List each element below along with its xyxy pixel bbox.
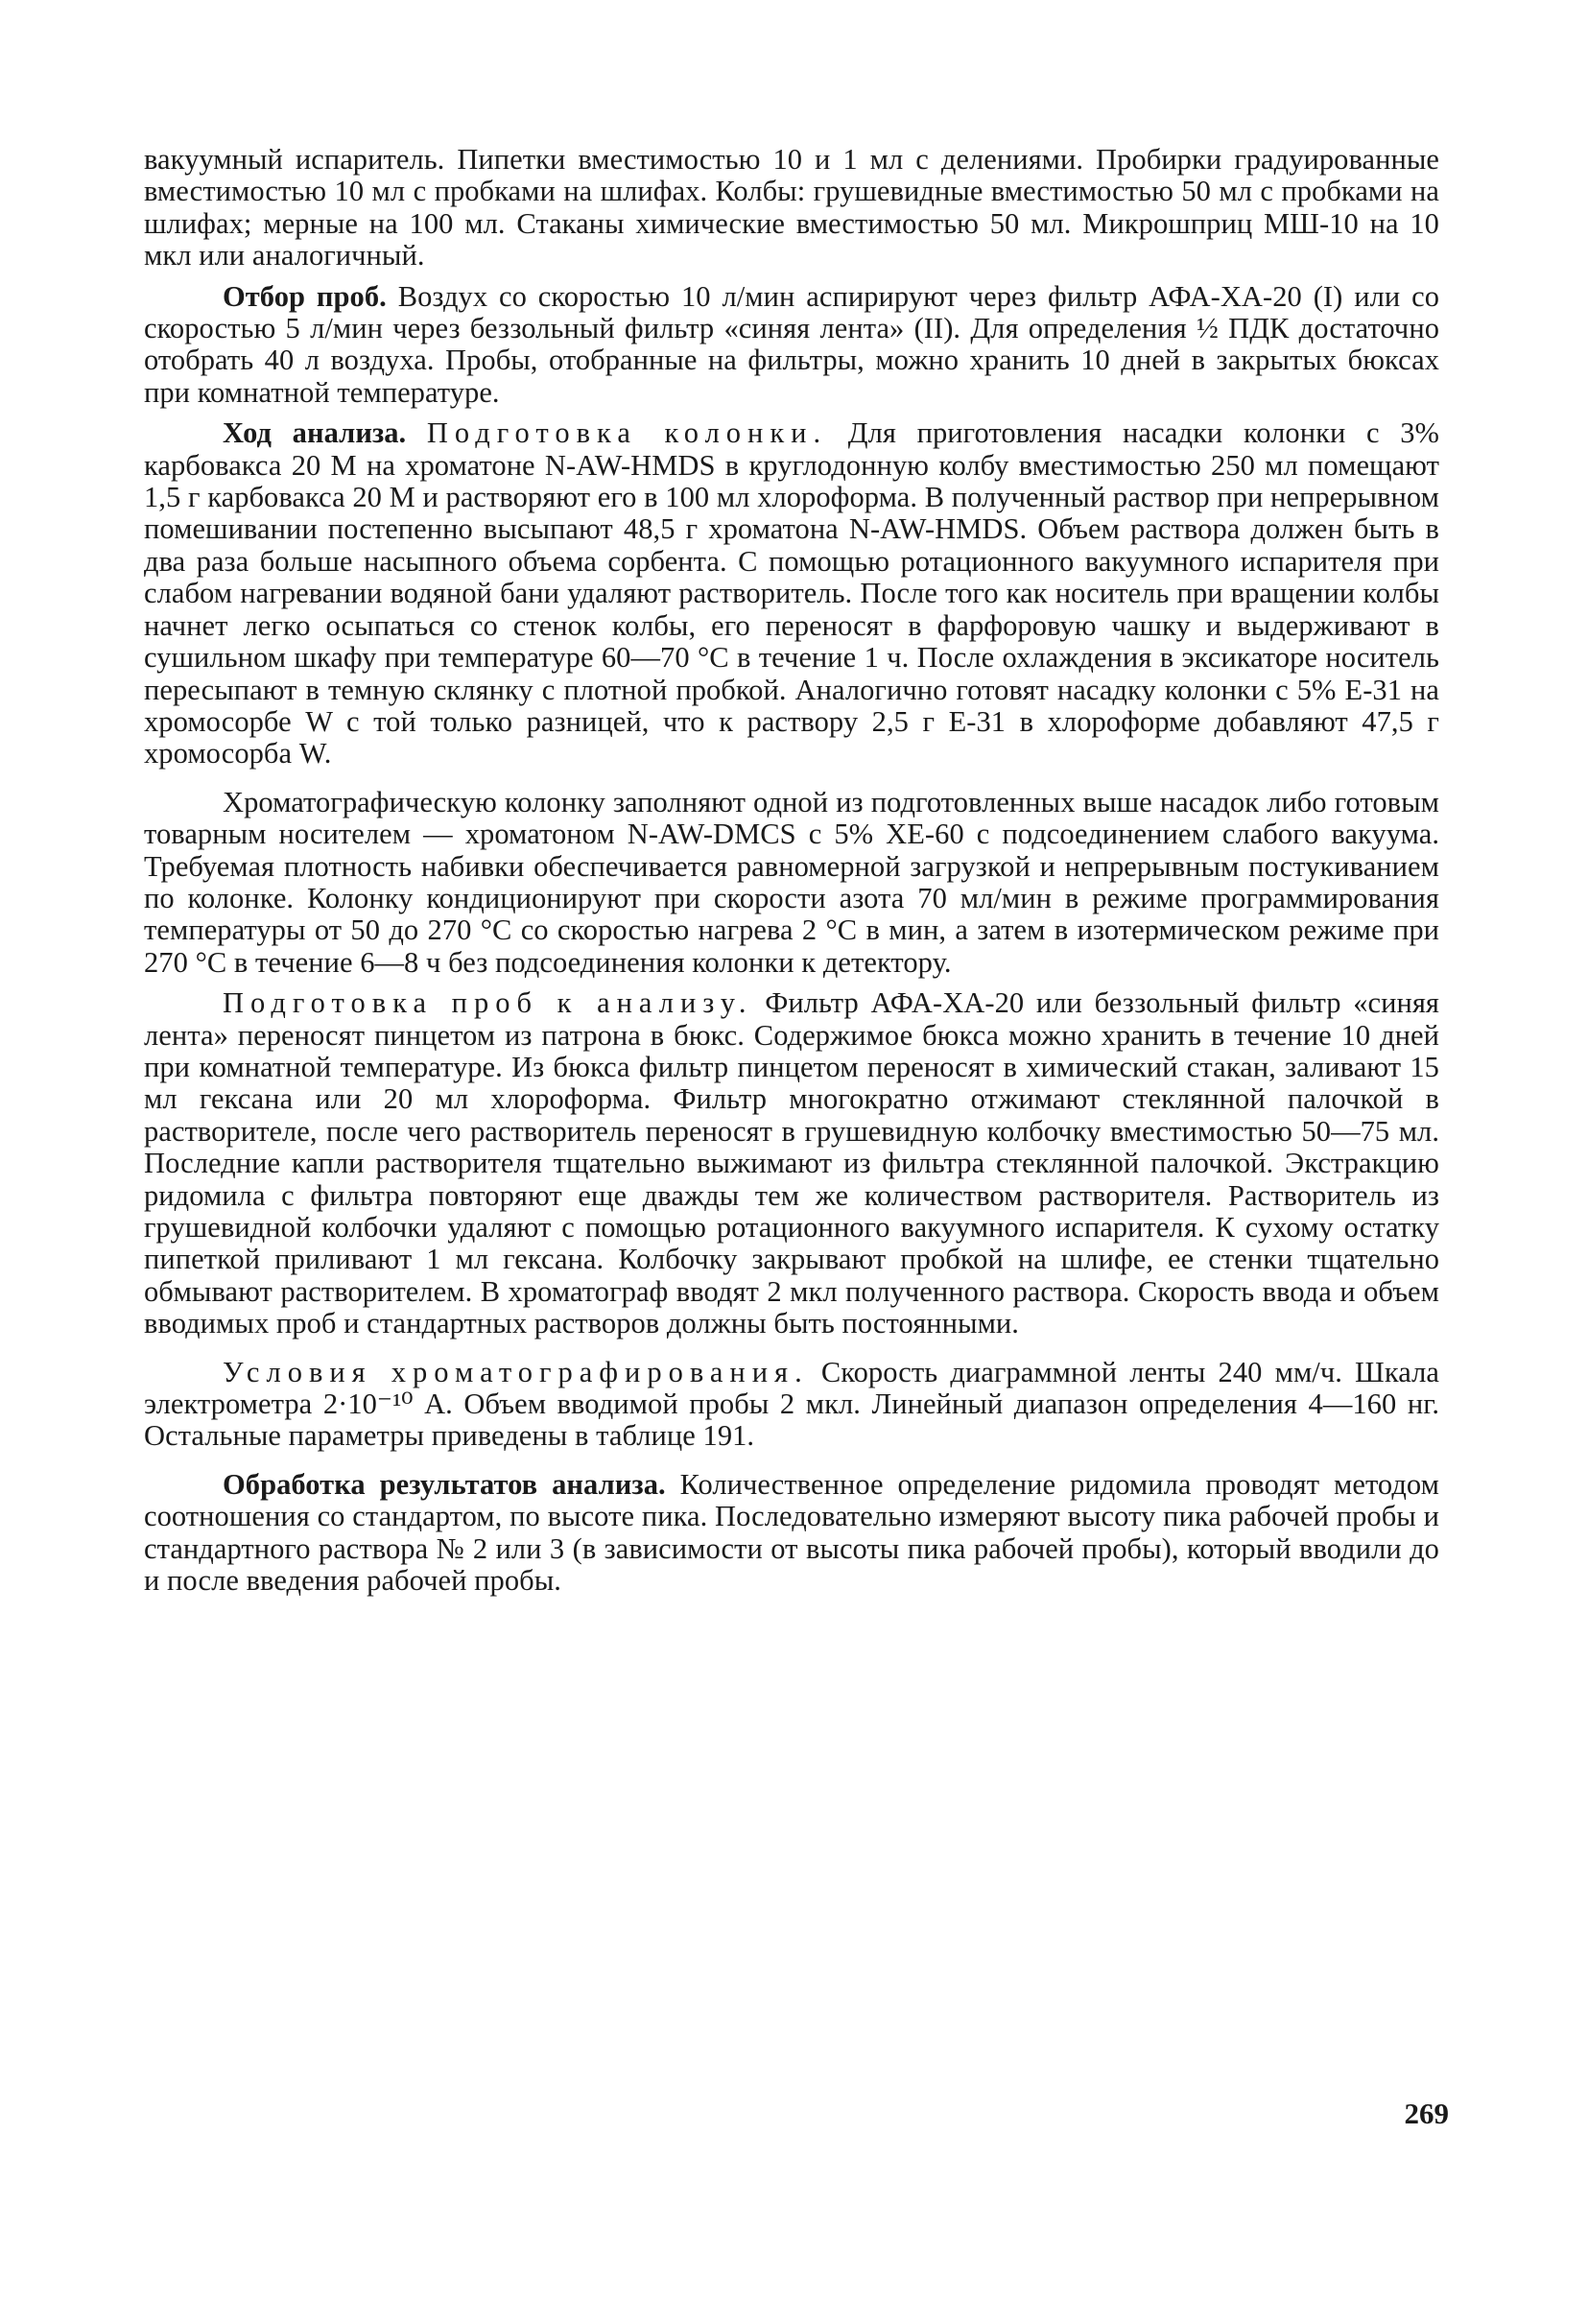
results-heading: Обработка результатов анализа.: [223, 1467, 666, 1501]
analysis-heading: Ход анализа.: [223, 416, 407, 450]
sampling-text: Воздух со скоростью 10 л/мин аспирируют через фильтр АФА-ХА-20 (I) или со скоростью 5 л/мин через беззольный фильтр «синяя лента» (II). Для определения ½ ПДК достаточно отобрать 40 л воздуха. Пробы, отобранные на фильтры, можно хранить 10 дней в закрытых бюксах при комнатной температуре.: [144, 279, 1439, 409]
paragraph-results-processing: [144, 1469, 1439, 1598]
paragraph-column-preparation: [144, 417, 1439, 770]
equipment-text: вакуумный испаритель. Пипетки вместимостью 10 и 1 мл с делениями. Пробирки градуированные вместимостью 10 мл с пробками на шлифах. Колбы: грушевидные вместимостью 50 мл с пробками на шлифах; мерные на 100 мл. Стаканы химические вместимостью 50 мл. Микрошприц МШ-10 на 10 мкл или аналогичный.: [144, 143, 1439, 273]
paragraph-chromatography-conditions: [144, 1357, 1439, 1453]
paragraph-sampling: [144, 281, 1439, 410]
column-filling-text: Хроматографическую колонку заполняют одной из подготовленных выше насадок либо готовым товарным носителем — хроматоном N-AW-DMCS с 5% ХЕ-60 с подсоединением слабого вакуума. Требуемая плотность набивки обеспечивается равномерной загрузкой и непрерывным постукиванием по колонке. Колонку кондиционируют при скорости азота 70 мл/мин в режиме программирования температуры от 50 до 270 °С со скоростью нагрева 2 °С в мин, а затем в изотермическом режиме при 270 °С в течение 6—8 ч без подсоединения колонки к детектору.: [144, 785, 1439, 979]
column-preparation-text: Для приготовления насадки колонки с 3% карбовакса 20 М на хроматоне N-AW-HMDS в круглодонную колбу вместимостью 250 мл помещают 1,5 г карбовакса 20 М и растворяют его в 100 мл хлороформа. В полученный раствор при непрерывном помешивании постепенно высыпают 48,5 г хроматона N-AW-HMDS. Объем раствора должен быть в два раза больше насыпного объема сорбента. С помощью ротационного вакуумного испарителя при слабом нагревании водяной бани удаляют растворитель. После того как носитель при вращении колбы начнет легко осыпаться со стенок колбы, его переносят в фарфоровую чашку и выдерживают в сушильном шкафу при температуре 60—70 °С в течение 1 ч. После охлаждения в эксикаторе носитель пересыпают в темную склянку с плотной пробкой. Аналогично готовят насадку колонки с 5% Е-31 на хромосорбе W с той только разницей, что к раствору 2,5 г Е-31 в хлороформе добавляют 47,5 г хромосорба W.: [144, 416, 1439, 771]
page-number: 269: [1404, 2097, 1449, 2130]
sampling-heading: Отбор проб.: [223, 279, 387, 313]
paragraph-column-filling: [144, 787, 1439, 979]
conditions-subheading: Условия хроматографирования.: [223, 1355, 809, 1388]
sample-preparation-text: Фильтр АФА-ХА-20 или беззольный фильтр «синяя лента» переносят пинцетом из патрона в бюкс. Содержимое бюкса можно хранить в течение 10 дней при комнатной температуре. Из бюкса фильтр пинцетом переносят в химический стакан, заливают 15 мл гексана или 20 мл хлороформа. Фильтр многократно отжимают стеклянной палочкой в растворителе, после чего растворитель переносят в грушевидную колбочку вместимостью 50—75 мл. Последние капли растворителя тщательно выжимают из фильтра стеклянной палочкой. Экстракцию ридомила с фильтра повторяют еще дважды тем же количеством растворителя. Растворитель из грушевидной колбочки удаляют с помощью ротационного вакуумного испарителя. К сухому остатку пипеткой приливают 1 мл гексана. Колбочку закрывают пробкой на шлифе, ее стенки тщательно обмывают растворителем. В хроматограф вводят 2 мкл полученного раствора. Скорость ввода и объем вводимых проб и стандартных растворов должны быть постоянными.: [144, 986, 1439, 1340]
results-text: Количественное определение ридомила проводят методом соотношения со стандартом, по высоте пика. Последовательно измеряют высоту пика рабочей пробы и стандартного раствора № 2 или 3 (в зависимости от высоты пика рабочей пробы), который вводили до и после введения рабочей пробы.: [144, 1467, 1439, 1598]
sample-preparation-subheading: Подготовка проб к анализу.: [223, 986, 753, 1020]
paragraph-sample-preparation: [144, 987, 1439, 1340]
column-preparation-subheading: Подготовка колонки.: [426, 416, 828, 450]
paragraph-equipment: [144, 144, 1439, 273]
page-body: [144, 144, 1439, 1597]
conditions-text: Скорость диаграммной ленты 240 мм/ч. Шкала электрометра 2·10⁻¹⁰ А. Объем вводимой пробы 2 мкл. Линейный диапазон определения 4—160 нг. Остальные параметры приведены в таблице 191.: [144, 1355, 1439, 1453]
